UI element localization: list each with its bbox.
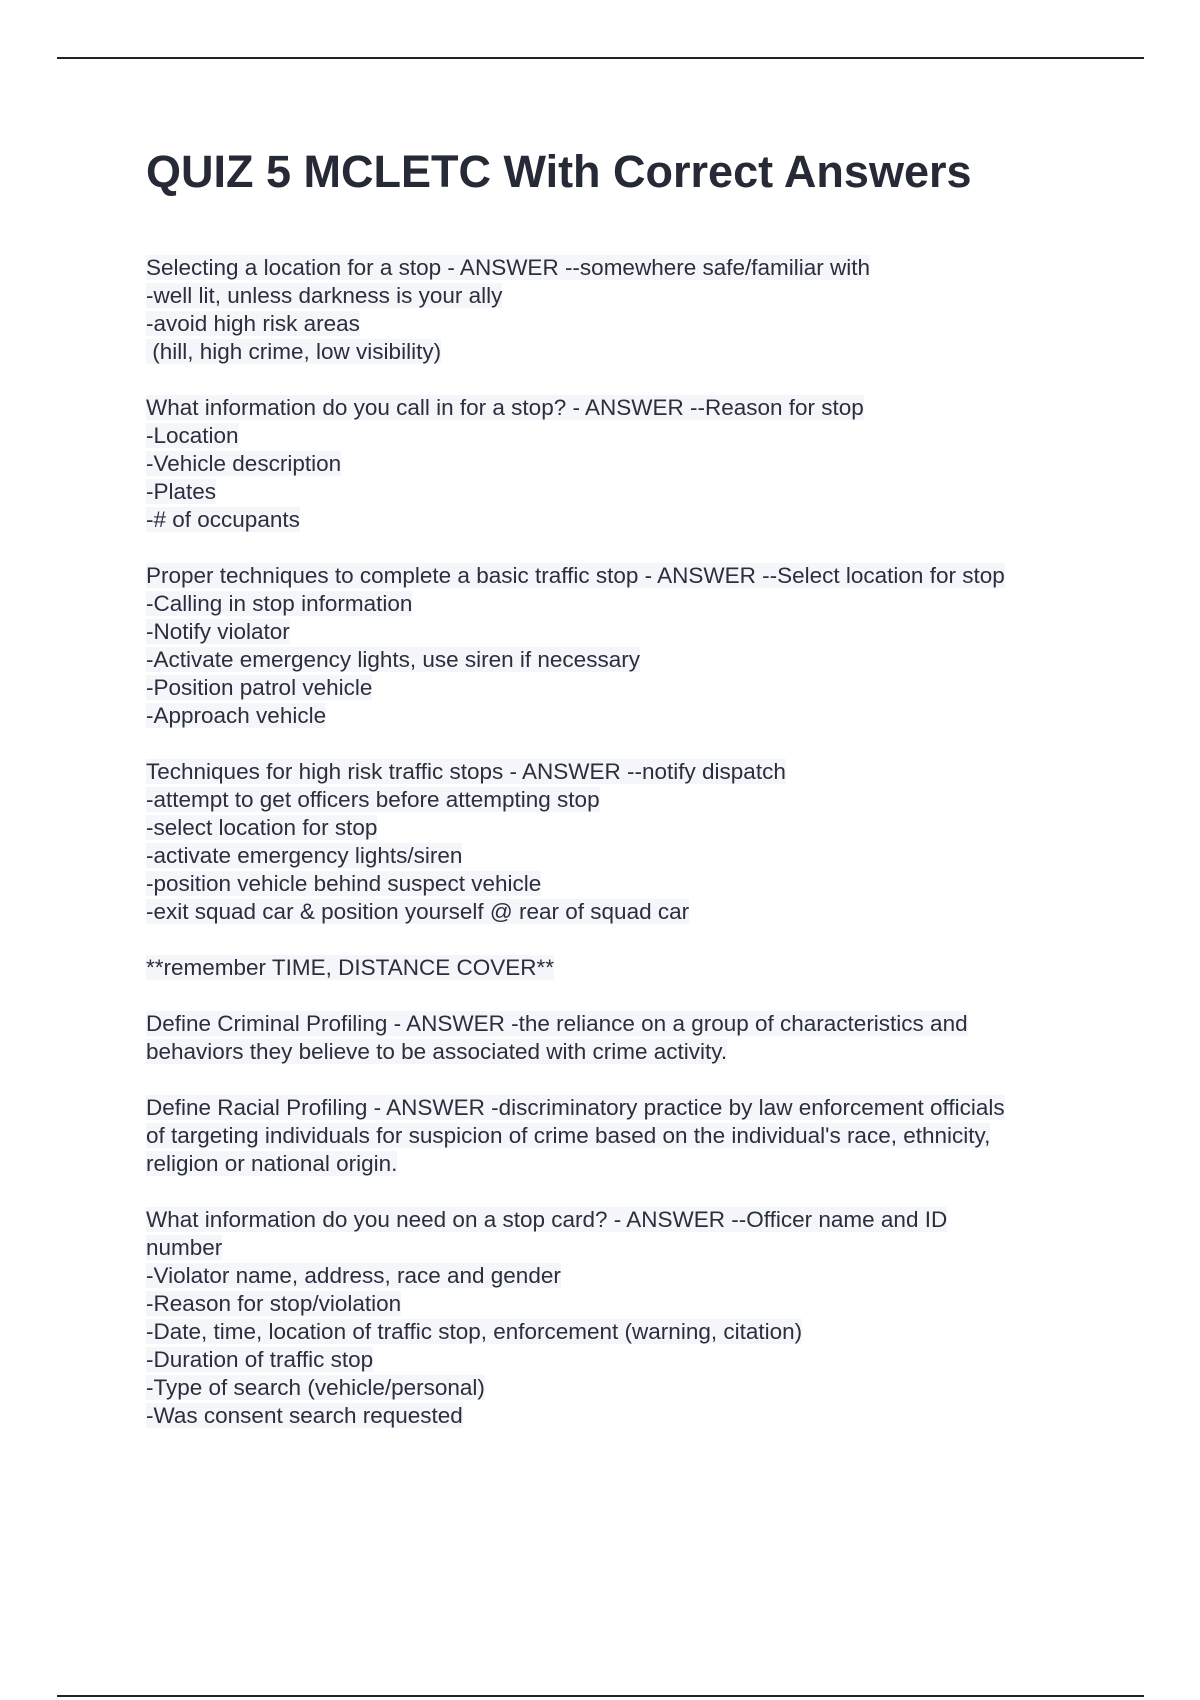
qa-line-text: -Notify violator <box>146 619 290 644</box>
qa-answer-line <box>146 1346 1076 1374</box>
qa-line-text: -Duration of traffic stop <box>146 1347 374 1372</box>
qa-line-text: -attempt to get officers before attempting stop <box>146 787 600 812</box>
bottom-divider <box>57 1695 1144 1697</box>
qa-answer-line <box>146 1402 1076 1430</box>
document-title: QUIZ 5 MCLETC With Correct Answers <box>146 146 972 197</box>
qa-block <box>146 562 1076 730</box>
qa-answer-line <box>146 1150 1076 1178</box>
qa-answer-line <box>146 1122 1076 1150</box>
qa-answer-line <box>146 1374 1076 1402</box>
qa-line-text: religion or national origin. <box>146 1151 398 1176</box>
qa-answer-line <box>146 338 1076 366</box>
qa-line-text: What information do you need on a stop card? - ANSWER --Officer name and ID <box>146 1207 948 1232</box>
qa-question-line <box>146 1206 1076 1234</box>
qa-answer-line <box>146 282 1076 310</box>
qa-answer-line <box>146 1262 1076 1290</box>
qa-line-text: -Date, time, location of traffic stop, enforcement (warning, citation) <box>146 1319 803 1344</box>
qa-line-text: -Position patrol vehicle <box>146 675 373 700</box>
qa-line-text: -Activate emergency lights, use siren if necessary <box>146 647 640 672</box>
qa-answer-line <box>146 842 1076 870</box>
qa-line-text: -select location for stop <box>146 815 378 840</box>
qa-line-text: Define Racial Profiling - ANSWER -discriminatory practice by law enforcement officials <box>146 1095 1005 1120</box>
qa-line-text: -activate emergency lights/siren <box>146 843 463 868</box>
qa-question-line <box>146 758 1076 786</box>
qa-answer-line <box>146 1038 1076 1066</box>
qa-answer-line <box>146 590 1076 618</box>
qa-line-text: -Approach vehicle <box>146 703 327 728</box>
qa-line-text: -exit squad car & position yourself @ rear of squad car <box>146 899 690 924</box>
top-divider <box>57 57 1144 59</box>
qa-answer-line <box>146 1318 1076 1346</box>
qa-line-text: Selecting a location for a stop - ANSWER --somewhere safe/familiar with <box>146 255 871 280</box>
qa-line-text: -Calling in stop information <box>146 591 413 616</box>
qa-line-text: -Type of search (vehicle/personal) <box>146 1375 485 1400</box>
qa-question-line <box>146 394 1076 422</box>
qa-block <box>146 394 1076 534</box>
qa-block <box>146 1094 1076 1178</box>
qa-answer-line <box>146 814 1076 842</box>
qa-line-text: number <box>146 1235 223 1260</box>
qa-line-text: (hill, high crime, low visibility) <box>146 339 442 364</box>
qa-line-text: -well lit, unless darkness is your ally <box>146 283 503 308</box>
qa-line-text: -Reason for stop/violation <box>146 1291 402 1316</box>
qa-answer-line <box>146 674 1076 702</box>
qa-line-text: -position vehicle behind suspect vehicle <box>146 871 542 896</box>
qa-line-text: -Violator name, address, race and gender <box>146 1263 561 1288</box>
qa-question-line <box>146 954 1076 982</box>
qa-answer-line <box>146 870 1076 898</box>
qa-answer-line <box>146 618 1076 646</box>
qa-question-line <box>146 254 1076 282</box>
qa-answer-line <box>146 702 1076 730</box>
qa-block <box>146 1010 1076 1066</box>
qa-list <box>146 254 1076 1458</box>
qa-line-text: -Vehicle description <box>146 451 342 476</box>
qa-line-text: -# of occupants <box>146 507 300 532</box>
qa-question-line <box>146 1094 1076 1122</box>
qa-line-text: -avoid high risk areas <box>146 311 360 336</box>
qa-line-text: behaviors they believe to be associated with crime activity. <box>146 1039 728 1064</box>
qa-answer-line <box>146 478 1076 506</box>
qa-question-line <box>146 1010 1076 1038</box>
qa-block <box>146 254 1076 366</box>
qa-answer-line <box>146 1234 1076 1262</box>
qa-line-text: What information do you call in for a stop? - ANSWER --Reason for stop <box>146 395 864 420</box>
qa-line-text: Proper techniques to complete a basic traffic stop - ANSWER --Select location for stop <box>146 563 1005 588</box>
qa-block <box>146 1206 1076 1430</box>
qa-answer-line <box>146 1290 1076 1318</box>
qa-answer-line <box>146 786 1076 814</box>
qa-answer-line <box>146 646 1076 674</box>
qa-answer-line <box>146 310 1076 338</box>
qa-block <box>146 954 1076 982</box>
qa-question-line <box>146 562 1076 590</box>
qa-line-text: **remember TIME, DISTANCE COVER** <box>146 955 554 980</box>
qa-line-text: -Was consent search requested <box>146 1403 463 1428</box>
qa-line-text: -Location <box>146 423 239 448</box>
qa-answer-line <box>146 898 1076 926</box>
qa-line-text: Define Criminal Profiling - ANSWER -the reliance on a group of characteristics and <box>146 1011 968 1036</box>
qa-answer-line <box>146 422 1076 450</box>
qa-answer-line <box>146 506 1076 534</box>
qa-answer-line <box>146 450 1076 478</box>
qa-line-text: Techniques for high risk traffic stops - ANSWER --notify dispatch <box>146 759 786 784</box>
qa-line-text: of targeting individuals for suspicion of crime based on the individual's race, ethnicity, <box>146 1123 991 1148</box>
qa-line-text: -Plates <box>146 479 217 504</box>
qa-block <box>146 758 1076 926</box>
